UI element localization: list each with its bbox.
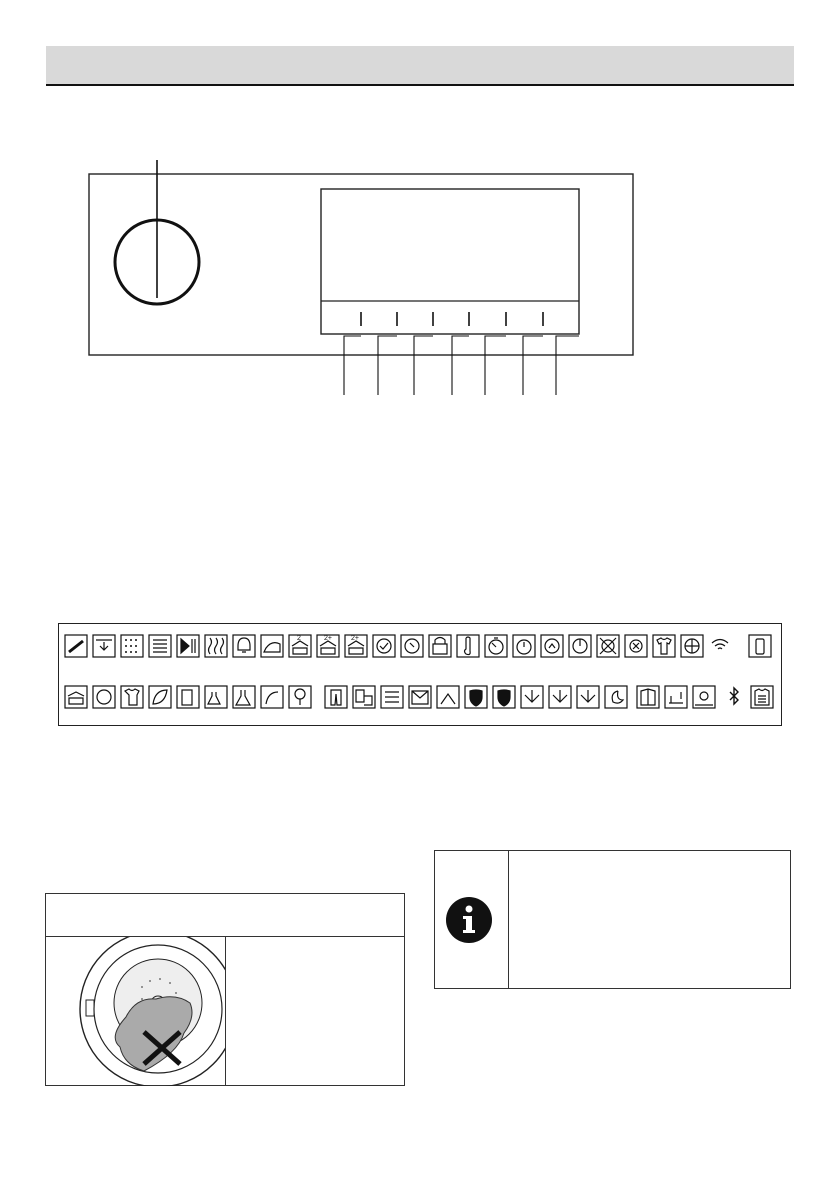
check-circle-icon (373, 635, 395, 657)
panel-frame (89, 174, 633, 355)
display-buttons (361, 312, 543, 326)
svg-text:2: 2 (297, 635, 301, 642)
info-icon-cell (435, 851, 509, 988)
control-panel-diagram (0, 0, 839, 420)
night-icon (605, 686, 627, 708)
rotate-icon (93, 686, 115, 708)
menu-list-icon (149, 635, 171, 657)
warning-title (46, 894, 404, 937)
info-icon (435, 851, 509, 988)
remaining-time-icon (541, 635, 563, 657)
thermometer-icon (457, 635, 479, 657)
svg-text:2+: 2+ (351, 635, 359, 642)
button-callout-lines (344, 336, 579, 395)
drum-image (46, 937, 226, 1086)
symbol-icons (59, 624, 783, 727)
leaf-icon (149, 686, 171, 708)
overload-drum-illustration (46, 937, 226, 1086)
anti-crease-icon (401, 635, 423, 657)
sport-icon (437, 686, 459, 708)
row2-icons (65, 686, 773, 708)
refresh-door-icon (665, 686, 687, 708)
svg-text:2+: 2+ (324, 635, 332, 642)
warning-panel (45, 893, 405, 1086)
wifi-icon (709, 635, 731, 657)
display-frame (321, 189, 579, 334)
info-panel (434, 850, 791, 989)
eco-leaf-icon (261, 686, 283, 708)
symbol-legend-strip (58, 623, 782, 726)
row1-icons (65, 635, 771, 657)
hanger-2-icon (65, 686, 87, 708)
